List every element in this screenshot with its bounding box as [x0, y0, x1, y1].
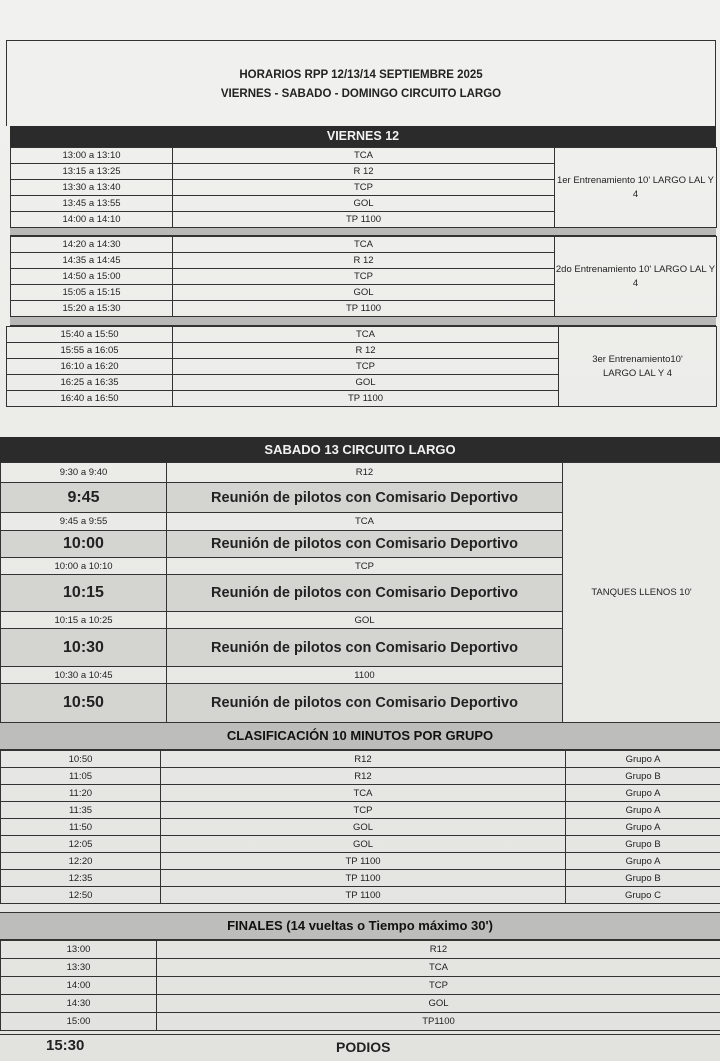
session-class: GOL [161, 819, 566, 836]
session-time: 12:50 [1, 887, 161, 904]
header-box [6, 40, 716, 126]
session-time: 11:50 [1, 819, 161, 836]
session-class: TCA [157, 959, 720, 977]
table-row [1, 1013, 720, 1031]
session-class: GOL [161, 836, 566, 853]
session-class: TCA [161, 785, 566, 802]
table-row [1, 819, 720, 836]
session-class: GOL [157, 995, 720, 1013]
session-group: Grupo A [566, 785, 720, 802]
meeting-label: Reunión de pilotos con Comisario Deportivo [167, 684, 563, 723]
session-class: R 12 [173, 343, 559, 359]
session-time: 13:15 a 13:25 [11, 164, 173, 180]
meeting-label: Reunión de pilotos con Comisario Deportivo [167, 575, 563, 612]
session-time: 9:30 a 9:40 [1, 463, 167, 483]
meeting-time: 10:00 [1, 531, 167, 558]
session-time: 14:00 a 14:10 [11, 212, 173, 228]
table-row [1, 941, 720, 959]
session-group: Grupo B [566, 870, 720, 887]
session-time: 13:00 a 13:10 [11, 148, 173, 164]
table-row [11, 237, 717, 253]
header-subtitle: VIERNES - SABADO - DOMINGO CIRCUITO LARGO [220, 88, 502, 100]
session-class: TP 1100 [173, 391, 559, 407]
meeting-time: 10:30 [1, 629, 167, 667]
session-group: Grupo A [566, 802, 720, 819]
meeting-label: Reunión de pilotos con Comisario Deportivo [167, 629, 563, 667]
session-class: TCA [167, 513, 563, 531]
session-note: 2do Entrenamiento 10' LARGO LAL Y 4 [555, 237, 717, 317]
session-class: TCP [161, 802, 566, 819]
session-time: 13:00 [1, 941, 157, 959]
session-group: Grupo A [566, 853, 720, 870]
session-class: GOL [173, 196, 555, 212]
session-time: 11:20 [1, 785, 161, 802]
podium-row [0, 1034, 720, 1061]
table-row [1, 995, 720, 1013]
session-time: 15:40 a 15:50 [7, 327, 173, 343]
meeting-time: 10:15 [1, 575, 167, 612]
session-time: 11:05 [1, 768, 161, 785]
session-class: R12 [157, 941, 720, 959]
friday-block-1 [10, 147, 717, 228]
table-row [11, 148, 717, 164]
table-row [1, 751, 720, 768]
table-row [1, 785, 720, 802]
session-time: 13:30 [1, 959, 157, 977]
session-time: 14:20 a 14:30 [11, 237, 173, 253]
session-time: 12:20 [1, 853, 161, 870]
podium-time: 15:30 [46, 1037, 85, 1054]
session-class: TCA [173, 148, 555, 164]
session-group: Grupo B [566, 836, 720, 853]
session-class: TCP [173, 359, 559, 375]
finals-table [0, 940, 720, 1031]
friday-gap-1 [10, 227, 716, 236]
session-class: TCP [157, 977, 720, 995]
podium-label: PODIOS [336, 1039, 391, 1055]
session-time: 11:35 [1, 802, 161, 819]
table-row [1, 870, 720, 887]
table-row [1, 959, 720, 977]
session-group: Grupo A [566, 751, 720, 768]
session-time: 13:30 a 13:40 [11, 180, 173, 196]
session-note: 1er Entrenamiento 10' LARGO LAL Y 4 [555, 148, 717, 228]
session-time: 16:10 a 16:20 [7, 359, 173, 375]
session-group: Grupo B [566, 768, 720, 785]
header-title: HORARIOS RPP 12/13/14 SEPTIEMBRE 2025 [239, 69, 483, 81]
session-time: 13:45 a 13:55 [11, 196, 173, 212]
table-row [1, 768, 720, 785]
session-class: TP 1100 [161, 870, 566, 887]
session-time: 12:35 [1, 870, 161, 887]
session-class: TCP [167, 558, 563, 575]
qualifying-title: CLASIFICACIÓN 10 MINUTOS POR GRUPO [0, 722, 720, 750]
session-class: TCP [173, 180, 555, 196]
session-class: GOL [173, 285, 555, 301]
saturday-title: SABADO 13 CIRCUITO LARGO [0, 437, 720, 462]
session-class: R12 [161, 751, 566, 768]
session-time: 15:20 a 15:30 [11, 301, 173, 317]
session-class: R 12 [173, 164, 555, 180]
friday-title: VIERNES 12 [10, 126, 716, 147]
session-time: 15:55 a 16:05 [7, 343, 173, 359]
session-class: GOL [167, 612, 563, 629]
session-time: 10:00 a 10:10 [1, 558, 167, 575]
session-class: R12 [161, 768, 566, 785]
session-class: TP 1100 [161, 887, 566, 904]
table-row [1, 853, 720, 870]
table-row [1, 887, 720, 904]
session-time: 10:50 [1, 751, 161, 768]
session-time: 12:05 [1, 836, 161, 853]
friday-block-2 [10, 236, 717, 317]
qualifying-table [0, 750, 720, 904]
session-class: TCP [173, 269, 555, 285]
table-row [1, 977, 720, 995]
meeting-label: Reunión de pilotos con Comisario Deportivo [167, 531, 563, 558]
session-class: TP 1100 [173, 212, 555, 228]
session-class: R 12 [173, 253, 555, 269]
session-class: TP 1100 [173, 301, 555, 317]
session-time: 15:05 a 15:15 [11, 285, 173, 301]
session-time: 16:40 a 16:50 [7, 391, 173, 407]
finals-title: FINALES (14 vueltas o Tiempo máximo 30') [0, 912, 720, 940]
session-class: TCA [173, 327, 559, 343]
friday-block-3 [6, 326, 717, 407]
session-time: 10:15 a 10:25 [1, 612, 167, 629]
session-group: Grupo A [566, 819, 720, 836]
session-class: TP1100 [157, 1013, 720, 1031]
session-class: GOL [173, 375, 559, 391]
session-class: 1100 [167, 667, 563, 684]
session-time: 16:25 a 16:35 [7, 375, 173, 391]
table-row [1, 836, 720, 853]
session-group: Grupo C [566, 887, 720, 904]
session-time: 15:00 [1, 1013, 157, 1031]
saturday-table [0, 462, 720, 723]
table-row [7, 327, 717, 343]
table-row [1, 802, 720, 819]
session-note: 3er Entrenamiento10' LARGO LAL Y 4 [559, 327, 717, 407]
meeting-time: 10:50 [1, 684, 167, 723]
meeting-time: 9:45 [1, 483, 167, 513]
session-class: TP 1100 [161, 853, 566, 870]
session-time: 14:00 [1, 977, 157, 995]
meeting-label: Reunión de pilotos con Comisario Deportivo [167, 483, 563, 513]
session-class: TCA [173, 237, 555, 253]
session-time: 10:30 a 10:45 [1, 667, 167, 684]
friday-gap-2 [10, 316, 716, 326]
table-row [1, 463, 720, 483]
session-time: 14:30 [1, 995, 157, 1013]
session-time: 9:45 a 9:55 [1, 513, 167, 531]
session-class: R12 [167, 463, 563, 483]
side-note: TANQUES LLENOS 10' [563, 463, 720, 723]
session-time: 14:50 a 15:00 [11, 269, 173, 285]
session-time: 14:35 a 14:45 [11, 253, 173, 269]
